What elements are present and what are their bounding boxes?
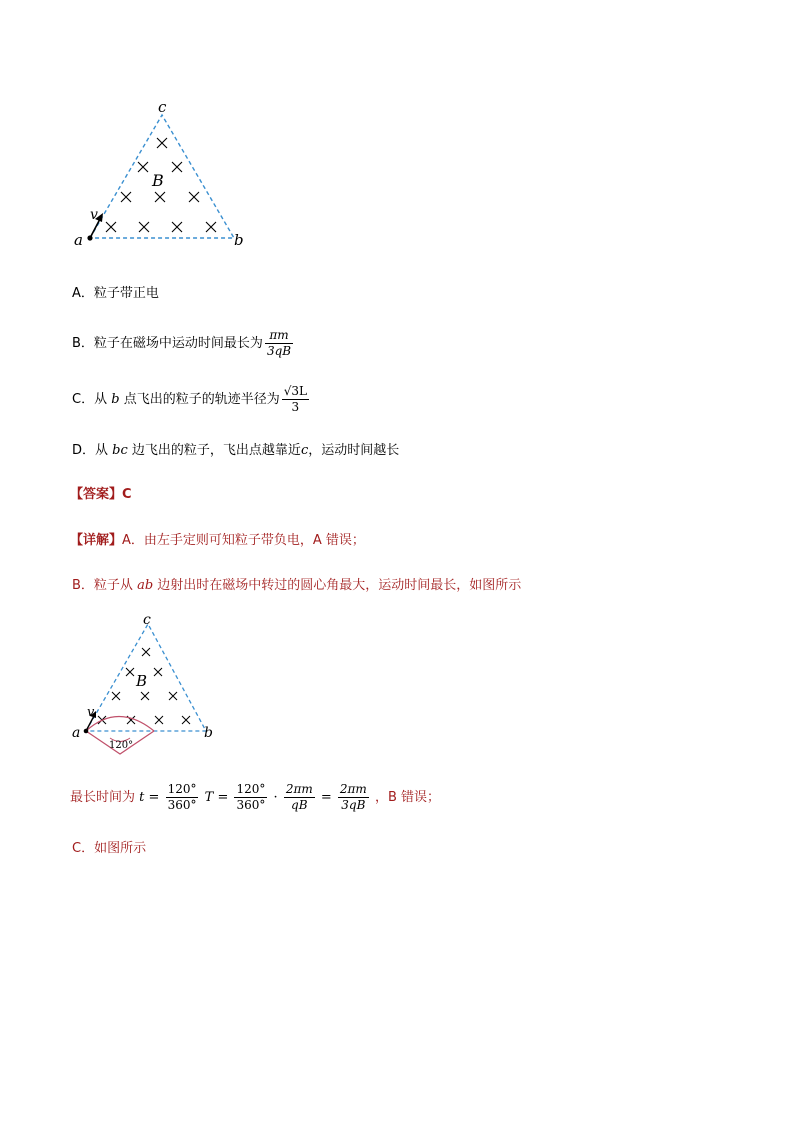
- formula-frac3-den: qB: [291, 798, 308, 812]
- option-c-prefix: C．: [72, 392, 95, 407]
- option-c-mid: 点飞出的粒子的轨迹半径为: [123, 392, 280, 407]
- formula-eq1: =: [148, 790, 160, 805]
- option-d-pre: 从: [95, 443, 109, 458]
- option-a-prefix: A．: [72, 286, 94, 301]
- trajectory-arc: [86, 717, 154, 732]
- detail-line-c: [72, 840, 146, 858]
- option-a: [72, 285, 159, 303]
- formula-frac3-num: 2πm: [285, 782, 313, 796]
- angle-label: 120°: [109, 740, 134, 751]
- option-a-text: 粒子带正电: [93, 286, 159, 301]
- option-d-var1: bc: [112, 443, 128, 458]
- formula-frac2: [234, 782, 267, 813]
- formula-line: [70, 778, 440, 818]
- option-b-frac-den: 3qB: [266, 344, 292, 358]
- formula-frac4-den: 3qB: [341, 798, 366, 812]
- detail-line-a: [70, 532, 365, 550]
- answer-value: C: [122, 487, 132, 502]
- formula-t: t: [139, 790, 145, 805]
- formula-T: T: [204, 790, 214, 805]
- formula-frac2-den: 360°: [236, 798, 266, 812]
- label-b: b: [234, 231, 244, 249]
- detail-b-post: 边射出时在磁场中转过的圆心角最大，运动时间最长，如图所示: [157, 578, 522, 593]
- formula-frac1-den: 360°: [167, 798, 197, 812]
- answer-line: [70, 486, 132, 504]
- label-v: v: [90, 207, 98, 223]
- label-B-2: B: [136, 672, 148, 690]
- option-b: [72, 328, 295, 359]
- formula-eq2: =: [217, 790, 229, 805]
- option-b-text: 粒子在磁场中运动时间最长为: [93, 336, 263, 351]
- option-d-prefix: D．: [72, 443, 96, 458]
- detail-line-b: [72, 577, 521, 595]
- label-v-2: v: [87, 705, 95, 720]
- formula-frac2-num: 120°: [236, 782, 266, 796]
- option-d-var2: c: [300, 443, 309, 458]
- formula-lead: 最长时间为: [70, 790, 136, 805]
- triangle-figure-2: [66, 610, 236, 760]
- label-c: c: [158, 98, 167, 116]
- option-b-prefix: B．: [72, 336, 94, 351]
- option-c-fraction: [282, 384, 309, 415]
- answer-bracket: 【答案】: [70, 487, 123, 502]
- formula-frac4-num: 2πm: [339, 782, 367, 796]
- option-c: [72, 384, 311, 415]
- formula-tail: ，B 错误；: [374, 790, 441, 805]
- formula-frac3: [284, 782, 315, 813]
- formula-frac1: [166, 782, 199, 813]
- option-c-var: b: [111, 392, 120, 407]
- option-b-fraction: [265, 328, 293, 359]
- label-b-2: b: [204, 725, 213, 741]
- triangle-figure-1: [70, 95, 270, 255]
- option-d-post: ，运动时间越长: [308, 443, 400, 458]
- detail-c-text: C．如图所示: [72, 841, 147, 856]
- detail-bracket: 【详解】: [70, 533, 123, 548]
- option-b-frac-num: πm: [265, 328, 293, 344]
- formula-eq3: =: [320, 790, 332, 805]
- option-c-frac-den: 3: [291, 400, 300, 414]
- formula-frac4: [338, 782, 369, 813]
- label-a-2: a: [72, 725, 81, 741]
- detail-b-prefix: B．: [72, 578, 94, 593]
- option-d: [72, 442, 399, 460]
- detail-b-var: ab: [137, 578, 154, 593]
- label-a: a: [74, 231, 83, 249]
- label-c-2: c: [143, 612, 151, 628]
- detail-b-pre: 粒子从: [93, 578, 133, 593]
- formula-dot: ·: [273, 790, 278, 805]
- detail-a-text: A．由左手定则可知粒子带负电，A 错误；: [122, 533, 365, 548]
- option-c-pre: 从: [94, 392, 108, 407]
- option-c-frac-num: √3L: [283, 384, 307, 398]
- formula-frac1-num: 120°: [167, 782, 197, 796]
- label-B: B: [152, 171, 164, 190]
- option-d-mid: 边飞出的粒子，飞出点越靠近: [131, 443, 301, 458]
